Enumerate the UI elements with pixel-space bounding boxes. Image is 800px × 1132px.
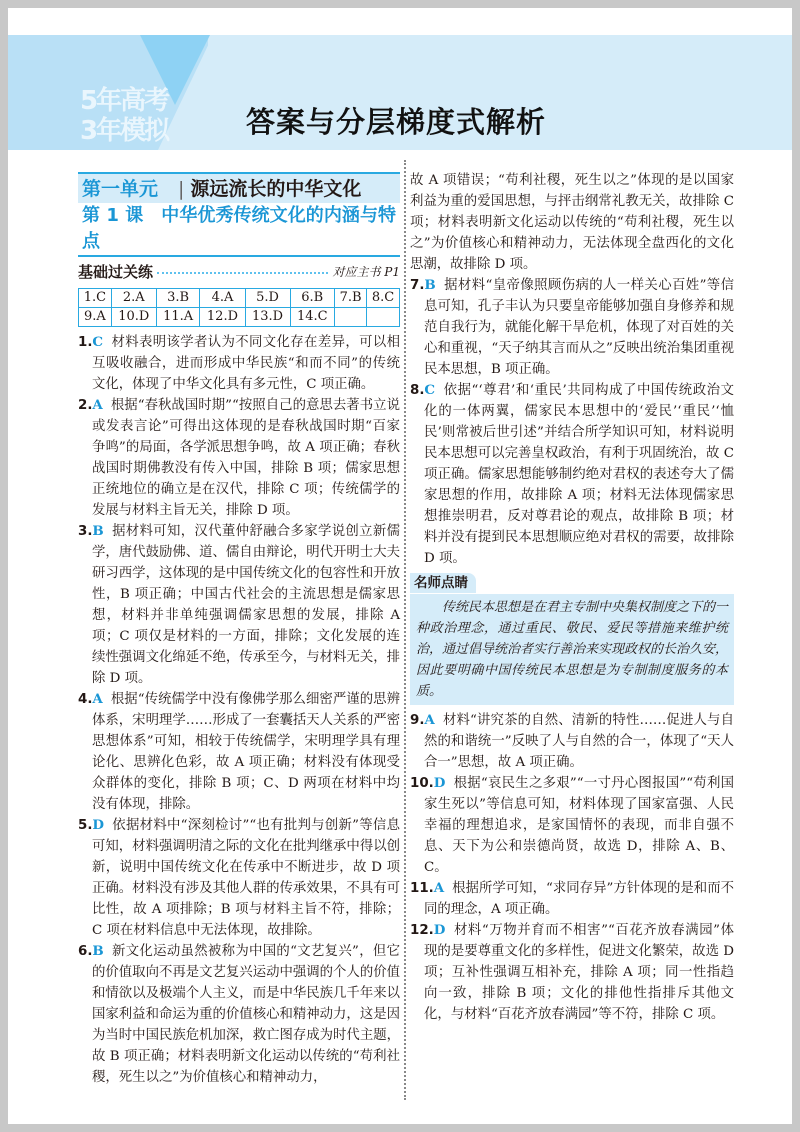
unit-heading: 第一单元 | 源远流长的中华文化 第 1 课 中华优秀传统文化的内涵与特点 [78, 172, 400, 257]
item-number: 7. [410, 278, 425, 293]
item-answer: B [424, 277, 436, 293]
item-number: 10. [410, 776, 434, 791]
item-text: 材料表明该学者认为不同文化存在差异，可以相互吸收融合，进而形成中华民族“和而不同”的传统文化，体现了中华文化具有多元性，C 项正确。 [92, 335, 400, 392]
item-answer: C [424, 382, 436, 398]
answer-page [8, 0, 792, 1124]
item-answer: A [92, 691, 103, 707]
answer-cell: 13.D [245, 308, 290, 327]
item-answer: A [424, 712, 435, 728]
answer-cell: 8.C [367, 289, 400, 308]
answer-cell: 5.D [245, 289, 290, 308]
column-divider [404, 160, 406, 1100]
answer-cell: 3.B [156, 289, 200, 308]
explanation-item [78, 689, 400, 815]
answer-cell: 14.C [290, 308, 334, 327]
answer-cell [367, 308, 400, 327]
answer-cell: 2.A [111, 289, 156, 308]
item-text: 根据“传统儒学中没有像佛学那么细密严谨的思辨体系，宋明理学……形成了一套囊括天人关系的严密思想体系”可知，相较于传统儒学，宋明理学具有理论化、思辨化色彩，故 A 项正确；材料没有体现受众群体的变化，排除 B 项；C、D 两项在材料中均没有体现，排除。 [92, 692, 400, 812]
answer-cell: 1.C [79, 289, 112, 308]
right-column [410, 170, 734, 1025]
answer-cell [334, 308, 366, 327]
section-title: 基础过关练 [78, 263, 154, 281]
teacher-tip-box [410, 573, 734, 705]
brand-logo [80, 86, 168, 146]
unit-name: 源远流长的中华文化 [190, 178, 362, 200]
item-text: 根据所学可知，“求同存异”方针体现的是和而不同的理念，A 项正确。 [424, 881, 734, 917]
item-text: 依据“‘尊君’和‘重民’共同构成了中国传统政治文化的一体两翼，儒家民本思想中的‘爱民’‘重民’‘恤民’则常被后世引述”并结合所学知识可知，材料说明民本思想可以完善皇权政治，有利于巩固统治，故 C 项正确。儒家思想能够制约绝对君权的表述夸大了儒家思想的作用，故排除 A 项；材料无法体现儒家思想推崇明君，反对尊君论的观点，故排除 B 项；材料并没有提到民本思想顺应绝对君权的需要，故排除 D 项。 [424, 383, 734, 566]
item-text: 依据材料中“深刻检讨”“也有批判与创新”等信息可知，材料强调明清之际的文化在批判继承中得以创新，说明中国传统文化在传承中不断进步，故 D 项正确。材料没有涉及其他人群的传承效果，不具有可比性，故 A 项排除；B 项与材料主旨不符，排除；C 项在材料信息中无法体现，故排除。 [92, 818, 400, 938]
answer-cell: 11.A [156, 308, 200, 327]
unit-number: 第一单元 [82, 178, 159, 200]
answer-cell: 12.D [200, 308, 245, 327]
explanation-item [78, 332, 400, 395]
item-text: 新文化运动虽然被称为中国的“文艺复兴”，但它的价值取向不再是文艺复兴运动中强调的个人的价值和情欲以及极端个人主义，而是中华民族几千年来以国家利益和命运为重的价值核心和精神动力，这是因为当时中国民族危机加深，救亡图存成为时代主题，故 B 项正确；材料表明新文化运动以传统的“苟利社稷，死生以之”为价值核心和精神动力， [92, 944, 400, 1085]
item-number: 4. [78, 692, 93, 707]
item-text: 据材料可知，汉代董仲舒融合多家学说创立新儒学，唐代鼓励佛、道、儒自由辩论，明代开明士大夫研习西学，这体现的是中国传统文化的包容性和开放性，B 项正确；中国古代社会的主流思想是儒家思想，材料并非单纯强调儒家思想的发展，排除 A 项；C 项仅是材料的一方面，排除；文化发展的连续性强调文化绵延不绝，传承至今，与材料无关，排除 D 项。 [92, 524, 400, 686]
item-number: 3. [78, 524, 93, 539]
section-ref: 对应主书 P1 [332, 265, 400, 279]
item-continuation: 故 A 项错误；“苟利社稷，死生以之”体现的是以国家利益为重的爱国思想，与抨击纲常礼教无关，故排除 C 项；材料表明新文化运动以传统的“苟利社稷，死生以之”为价值核心和精神动力，无法体现全盘西化的文化思潮，故排除 D 项。 [410, 173, 734, 272]
item-answer: A [92, 397, 103, 413]
explanation-item [78, 815, 400, 941]
answer-row [79, 289, 400, 308]
answer-row [79, 308, 400, 327]
dotted-leader [157, 272, 328, 274]
answer-cell: 7.B [334, 289, 366, 308]
item-text: 根据“春秋战国时期”“按照自己的意思去著书立说或发表言论”可得出这体现的是春秋战国时期“百家争鸣”的局面，各学派思想争鸣，故 A 项正确；春秋战国时期佛教没有传入中国，排除 B 项；儒家思想正统地位的确立是在汉代，排除 C 项；传统儒学的发展与材料主旨无关，排除 D 项。 [92, 398, 400, 518]
item-text: 材料“讲究茶的自然、清新的特性……促进人与自然的和谐统一”反映了人与自然的合一，体现了“天人合一”思想，故 A 项正确。 [424, 713, 734, 770]
item-answer: C [92, 334, 104, 350]
item-text: 根据“哀民生之多艰”“一寸丹心图报国”“苟利国家生死以”等信息可知，材料体现了国家富强、人民幸福的理想追求，是家国情怀的表现，而非自强不息、天下为公和崇德尚贤，故选 D，排除 A、B、C。 [424, 776, 734, 875]
explanation-item [78, 521, 400, 689]
tip-text: 传统民本思想是在君主专制中央集权制度之下的一种政治理念，通过重民、敬民、爱民等措施来维护统治，通过倡导统治者实行善治来实现政权的长治久安，因此要明确中国传统民本思想是为专制制度服务的本质。 [410, 594, 734, 705]
explanation-item [410, 773, 734, 878]
item-answer: A [433, 880, 445, 896]
item-number: 9. [410, 713, 425, 728]
item-number: 2. [78, 398, 93, 413]
answer-cell: 9.A [79, 308, 112, 327]
item-answer: B [92, 523, 104, 539]
item-number: 1. [78, 335, 93, 350]
item-answer: D [433, 922, 446, 938]
item-number: 6. [78, 944, 93, 959]
item-number: 8. [410, 383, 425, 398]
explanation-item [410, 275, 734, 380]
logo-line-1: 5年高考 [80, 86, 169, 116]
tip-label: 名师点睛 [410, 573, 476, 593]
top-border [8, 0, 792, 8]
item-text: 材料“万物并育而不相害”“百花齐放春满园”体现的是要尊重文化的多样性，促进文化繁荣，故选 D 项；互补性强调互相补充，排除 A 项；同一性指趋向一致，排除 B 项；文化的排他性指排斥其他文化，与材料“百花齐放春满园”等不符，排除 C 项。 [424, 923, 734, 1022]
item-answer: D [92, 817, 105, 833]
explanation-item [410, 878, 734, 920]
lesson-number: 第 1 课 [82, 205, 144, 226]
answer-table [78, 288, 400, 327]
explanation-item [78, 395, 400, 521]
logo-line-2: 3年模拟 [80, 116, 169, 146]
answer-cell: 4.A [200, 289, 245, 308]
item-number: 11. [410, 881, 434, 896]
section-heading [78, 262, 400, 283]
item-number: 12. [410, 923, 434, 938]
item-number: 5. [78, 818, 93, 833]
explanation-item [410, 920, 734, 1025]
answer-cell: 10.D [111, 308, 156, 327]
explanation-item [78, 941, 400, 1088]
answer-cell: 6.B [290, 289, 334, 308]
explanation-item [410, 380, 734, 569]
lesson-name: 中华优秀传统文化的内涵与特点 [82, 205, 396, 252]
left-column [78, 172, 400, 1088]
explanation-item [410, 710, 734, 773]
item-answer: D [433, 775, 446, 791]
item-answer: B [92, 943, 104, 959]
item-text: 据材料“皇帝像照顾伤病的人一样关心百姓”等信息可知，孔子丰认为只要皇帝能够加强自身修养和规范自我行为，就能化解干旱危机，体现了对百姓的关心和重视，“天子纳其言而从之”反映出统治集团重视民本思想，B 项正确。 [424, 278, 734, 377]
page-title: 答案与分层梯度式解析 [246, 105, 547, 139]
